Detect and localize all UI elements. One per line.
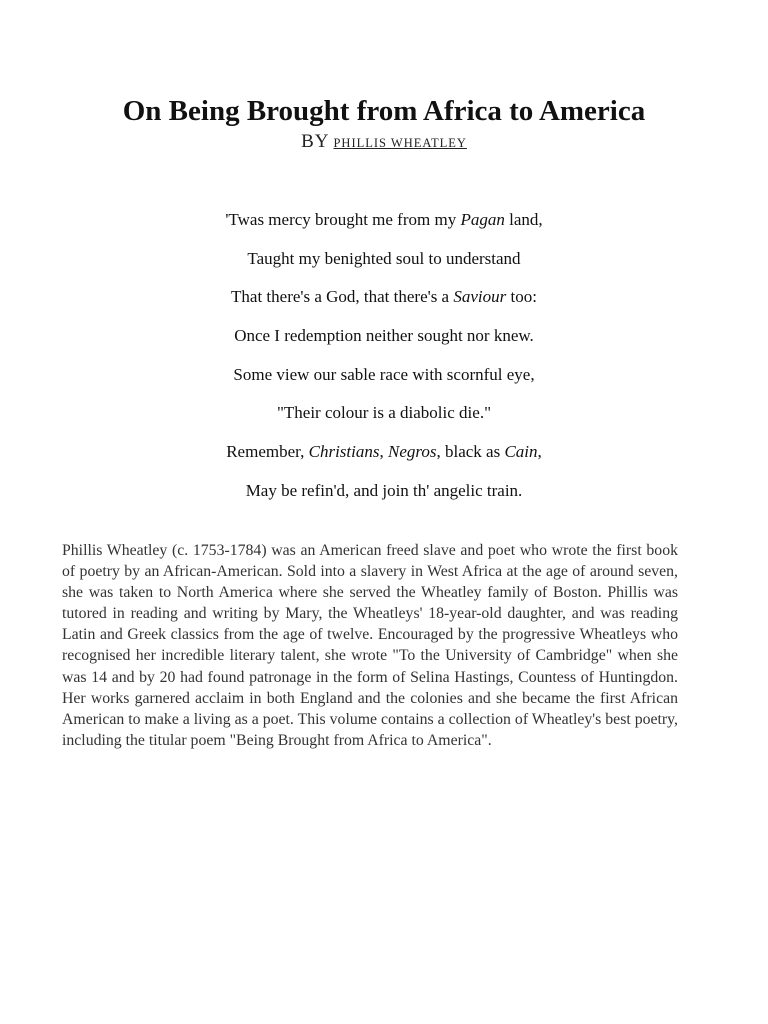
- author-biography: Phillis Wheatley (c. 1753-1784) was an American freed slave and poet who wrote the first book of poetry by an African-American. Sold into a slavery in West Africa at the age of around seven, she was taken to North America where she served the Wheatley family of Boston. Phillis was tutored in reading and writing by Mary, the Wheatleys' 18-year-old daughter, and was reading Latin and Greek classics from the age of twelve. Encouraged by the progressive Wheatleys who recognised her incredible literary talent, she wrote "To the University of Cambridge" when she was 14 and by 20 had found patronage in the form of Selina Hastings, Countess of Huntingdon. Her works garnered acclaim in both England and the colonies and she became the first African American to make a living as a poet. This volume contains a collection of Wheatley's best poetry, including the titular poem "Being Brought from Africa to America".: [62, 542, 678, 749]
- poem-text: "Their colour is a diabolic die.": [276, 403, 492, 423]
- poem-emphasis: Cain: [504, 442, 538, 462]
- poem-title: On Being Brought from Africa to America: [122, 95, 646, 127]
- poem-emphasis: Saviour: [453, 287, 507, 307]
- poem-text: That there's a God, that there's a: [231, 287, 454, 307]
- poem-line: [0, 321, 768, 360]
- poem-line: [0, 437, 768, 476]
- byline: [0, 129, 768, 156]
- poem-body: [0, 205, 768, 515]
- poem-text: Once I redemption neither sought nor knew.: [234, 326, 534, 346]
- poem-line: [0, 282, 768, 321]
- poem-text: land,: [504, 210, 543, 229]
- poem-text: , black as: [436, 442, 505, 462]
- poem-text: Taught my benighted soul to understand: [247, 248, 521, 268]
- author-link[interactable]: PHILLIS WHEATLEY: [333, 136, 467, 150]
- poem-text: 'Twas mercy brought me from my: [225, 210, 461, 229]
- poem-emphasis: Pagan: [460, 210, 505, 229]
- poem-line: [0, 398, 768, 437]
- poem-line: [0, 244, 768, 283]
- poem-text: ,: [537, 442, 542, 462]
- poem-text: May be refin'd, and join th' angelic train.: [245, 480, 523, 500]
- poem-text: Remember,: [226, 442, 309, 462]
- poem-emphasis: Christians: [308, 442, 380, 462]
- poem-line: [0, 205, 768, 244]
- poem-line: [0, 360, 768, 399]
- poem-line: [0, 476, 768, 515]
- poem-emphasis: Negros: [387, 442, 437, 462]
- poem-text: too:: [506, 287, 537, 307]
- byline-by-label: BY: [301, 131, 330, 152]
- poem-text: Some view our sable race with scornful eye,: [233, 364, 535, 384]
- poem-text: ,: [379, 442, 388, 462]
